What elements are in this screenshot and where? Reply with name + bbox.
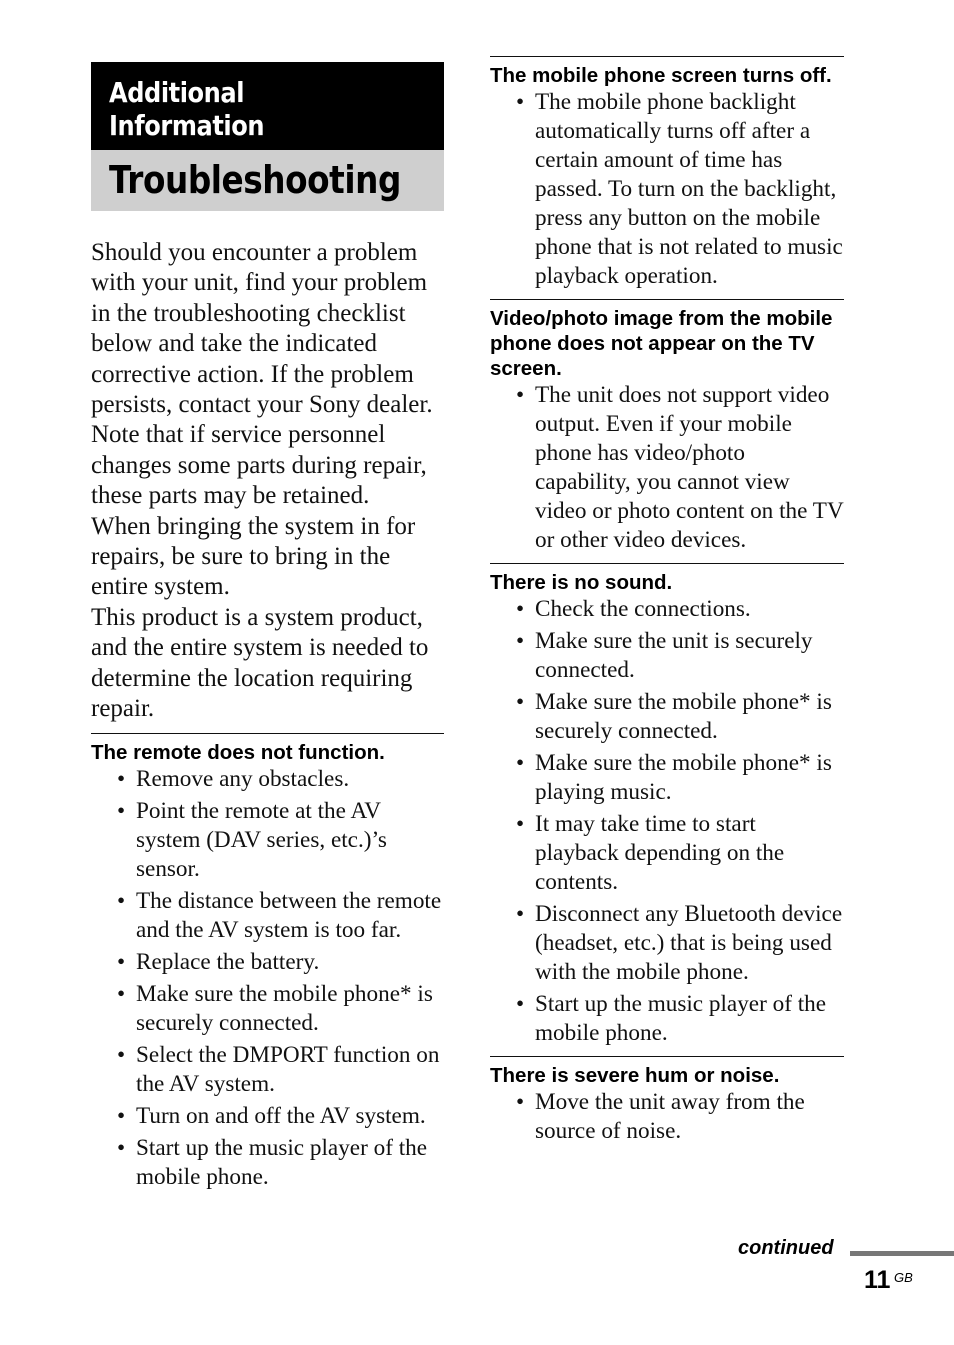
page-number: 11 (864, 1266, 891, 1294)
right-column (490, 56, 844, 1149)
section-heading: The mobile phone screen turns off. (490, 64, 832, 87)
bullet-list (490, 88, 844, 291)
bullet-icon: • (117, 1134, 126, 1161)
section-heading: The remote does not function. (91, 740, 385, 764)
bullet-icon: • (516, 596, 525, 622)
list-item: • Remove any obstacles. (117, 765, 350, 792)
bullet-icon: • (117, 1041, 126, 1068)
section-hum-noise (490, 1056, 844, 1146)
list-item: • The unit does not support video output. Even if your mobile phone has video/photo capability, you cannot view video or photo content on the TV or other video devices. (516, 382, 844, 553)
section-no-sound (490, 563, 844, 1048)
page-title: Troubleshooting (109, 158, 401, 202)
bullet-icon: • (516, 689, 525, 715)
list-item: • Replace the battery. (117, 948, 320, 975)
bullet-list (490, 595, 844, 1048)
bullet-icon: • (516, 811, 525, 837)
bullet-icon: • (516, 382, 525, 408)
section-heading: There is no sound. (490, 571, 673, 594)
category-label: Additional Information (109, 76, 265, 142)
list-item: • Start up the music player of the mobile phone. (516, 991, 827, 1046)
list-item: • The distance between the remote and the AV system is too far. (117, 887, 442, 943)
bullet-icon: • (117, 797, 126, 824)
intro-paragraph: Should you encounter a problem with your unit, find your problem in the troubleshooting checklist below and take the indicated corrective action. If the problem persists, contact your Sony dealer. (91, 239, 433, 419)
bullet-icon: • (117, 765, 126, 792)
section-remote (91, 733, 444, 1192)
page-suffix: GB (894, 1270, 913, 1285)
bullet-icon: • (516, 628, 525, 654)
bullet-icon: • (117, 948, 126, 975)
intro-paragraph: When bringing the system in for repairs, be sure to bring in the entire system. (91, 512, 416, 601)
list-item: • Make sure the mobile phone* is securely connected. (117, 980, 433, 1036)
bullet-list (91, 765, 444, 1192)
bullet-icon: • (516, 750, 525, 776)
bullet-icon: • (516, 991, 525, 1017)
intro-paragraph: This product is a system product, and the entire system is needed to determine the location requiring repair. (91, 603, 429, 723)
intro-paragraph: Note that if service personnel changes some parts during repair, these parts may be retained. (91, 421, 427, 510)
bullet-list (490, 1088, 844, 1146)
list-item: • Start up the music player of the mobile phone. (117, 1134, 428, 1190)
list-item: • Check the connections. (516, 596, 751, 622)
section-screen-off (490, 56, 844, 291)
list-item: • Make sure the mobile phone* is playing music. (516, 750, 832, 805)
list-item: • Make sure the mobile phone* is securely connected. (516, 689, 832, 744)
bullet-icon: • (516, 901, 525, 927)
continued-bar (850, 1251, 954, 1256)
intro-text (91, 238, 444, 725)
left-column (91, 62, 444, 1195)
list-item: • It may take time to start playback depending on the contents. (516, 811, 785, 895)
bullet-icon: • (117, 980, 126, 1007)
bullet-icon: • (117, 1102, 126, 1129)
bullet-icon: • (516, 89, 525, 115)
bullet-icon: • (516, 1089, 525, 1115)
list-item: • The mobile phone backlight automatically turns off after a certain amount of time has passed. To turn on the backlight, press any button on the mobile phone that is not related to music playback operation. (516, 89, 843, 289)
list-item: • Make sure the unit is securely connected. (516, 628, 813, 683)
section-heading: Video/photo image from the mobile phone does not appear on the TV screen. (490, 307, 833, 380)
list-item: • Point the remote at the AV system (DAV series, etc.)’s sensor. (117, 797, 387, 882)
section-video-photo (490, 299, 844, 555)
list-item: • Turn on and off the AV system. (117, 1102, 426, 1129)
bullet-icon: • (117, 887, 126, 914)
list-item: • Disconnect any Bluetooth device (headset, etc.) that is being used with the mobile phone. (516, 901, 843, 985)
title-banner (91, 150, 444, 211)
continued-label: continued (738, 1237, 834, 1259)
bullet-list (490, 381, 844, 555)
section-heading: There is severe hum or noise. (490, 1064, 780, 1087)
category-banner (91, 62, 444, 150)
list-item: • Move the unit away from the source of noise. (516, 1089, 805, 1144)
list-item: • Select the DMPORT function on the AV system. (117, 1041, 440, 1097)
